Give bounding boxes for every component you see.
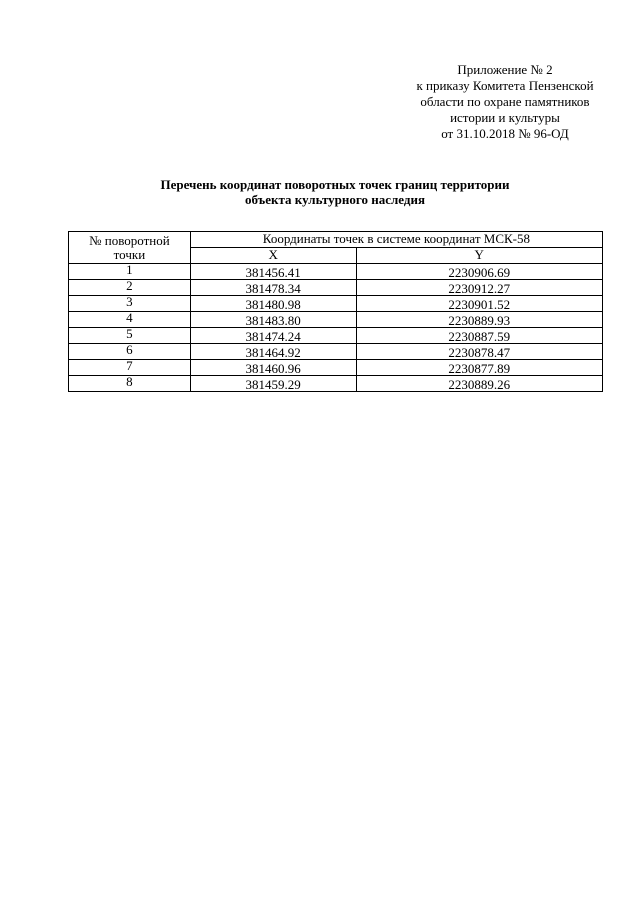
y-coordinate-cell: 2230906.69 [356, 264, 603, 280]
appendix-committee-name: области по охране памятников [420, 94, 590, 109]
appendix-header [400, 62, 610, 142]
table-row [69, 264, 603, 280]
point-number-cell: 8 [69, 376, 191, 392]
document-title [60, 177, 610, 207]
table-row [69, 296, 603, 312]
point-number-header [69, 232, 191, 264]
x-coordinate-cell: 381480.98 [190, 296, 356, 312]
point-number-header-line1: № поворотной [89, 233, 170, 248]
appendix-committee-name-cont: истории и культуры [450, 110, 560, 125]
appendix-number: Приложение № 2 [457, 62, 553, 77]
y-coordinate-cell: 2230889.26 [356, 376, 603, 392]
point-number-cell: 6 [69, 344, 191, 360]
x-column-header: X [190, 248, 356, 264]
x-coordinate-cell: 381460.96 [190, 360, 356, 376]
table-row [69, 344, 603, 360]
point-number-cell: 7 [69, 360, 191, 376]
document-title-line1: Перечень координат поворотных точек границ территории [160, 177, 510, 192]
table-row [69, 360, 603, 376]
point-number-cell: 5 [69, 328, 191, 344]
y-coordinate-cell: 2230889.93 [356, 312, 603, 328]
point-number-cell: 1 [69, 264, 191, 280]
point-number-header-line2: точки [113, 247, 146, 262]
point-number-cell: 2 [69, 280, 191, 296]
y-coordinate-cell: 2230887.59 [356, 328, 603, 344]
table-row [69, 328, 603, 344]
appendix-order-reference: к приказу Комитета Пензенской [416, 78, 594, 93]
point-number-cell: 3 [69, 296, 191, 312]
y-column-header: Y [356, 248, 603, 264]
table-row [69, 280, 603, 296]
y-coordinate-cell: 2230878.47 [356, 344, 603, 360]
table-header-row [69, 232, 603, 248]
x-coordinate-cell: 381456.41 [190, 264, 356, 280]
x-coordinate-cell: 381483.80 [190, 312, 356, 328]
y-coordinate-cell: 2230912.27 [356, 280, 603, 296]
table-row [69, 376, 603, 392]
point-number-cell: 4 [69, 312, 191, 328]
appendix-order-date: от 31.10.2018 № 96-ОД [441, 126, 569, 141]
y-coordinate-cell: 2230901.52 [356, 296, 603, 312]
coordinates-header: Координаты точек в системе координат МСК-58 [190, 232, 602, 248]
x-coordinate-cell: 381478.34 [190, 280, 356, 296]
x-coordinate-cell: 381474.24 [190, 328, 356, 344]
y-coordinate-cell: 2230877.89 [356, 360, 603, 376]
coordinates-table [68, 231, 603, 392]
x-coordinate-cell: 381459.29 [190, 376, 356, 392]
document-title-line2: объекта культурного наследия [245, 192, 425, 207]
x-coordinate-cell: 381464.92 [190, 344, 356, 360]
table-row [69, 312, 603, 328]
